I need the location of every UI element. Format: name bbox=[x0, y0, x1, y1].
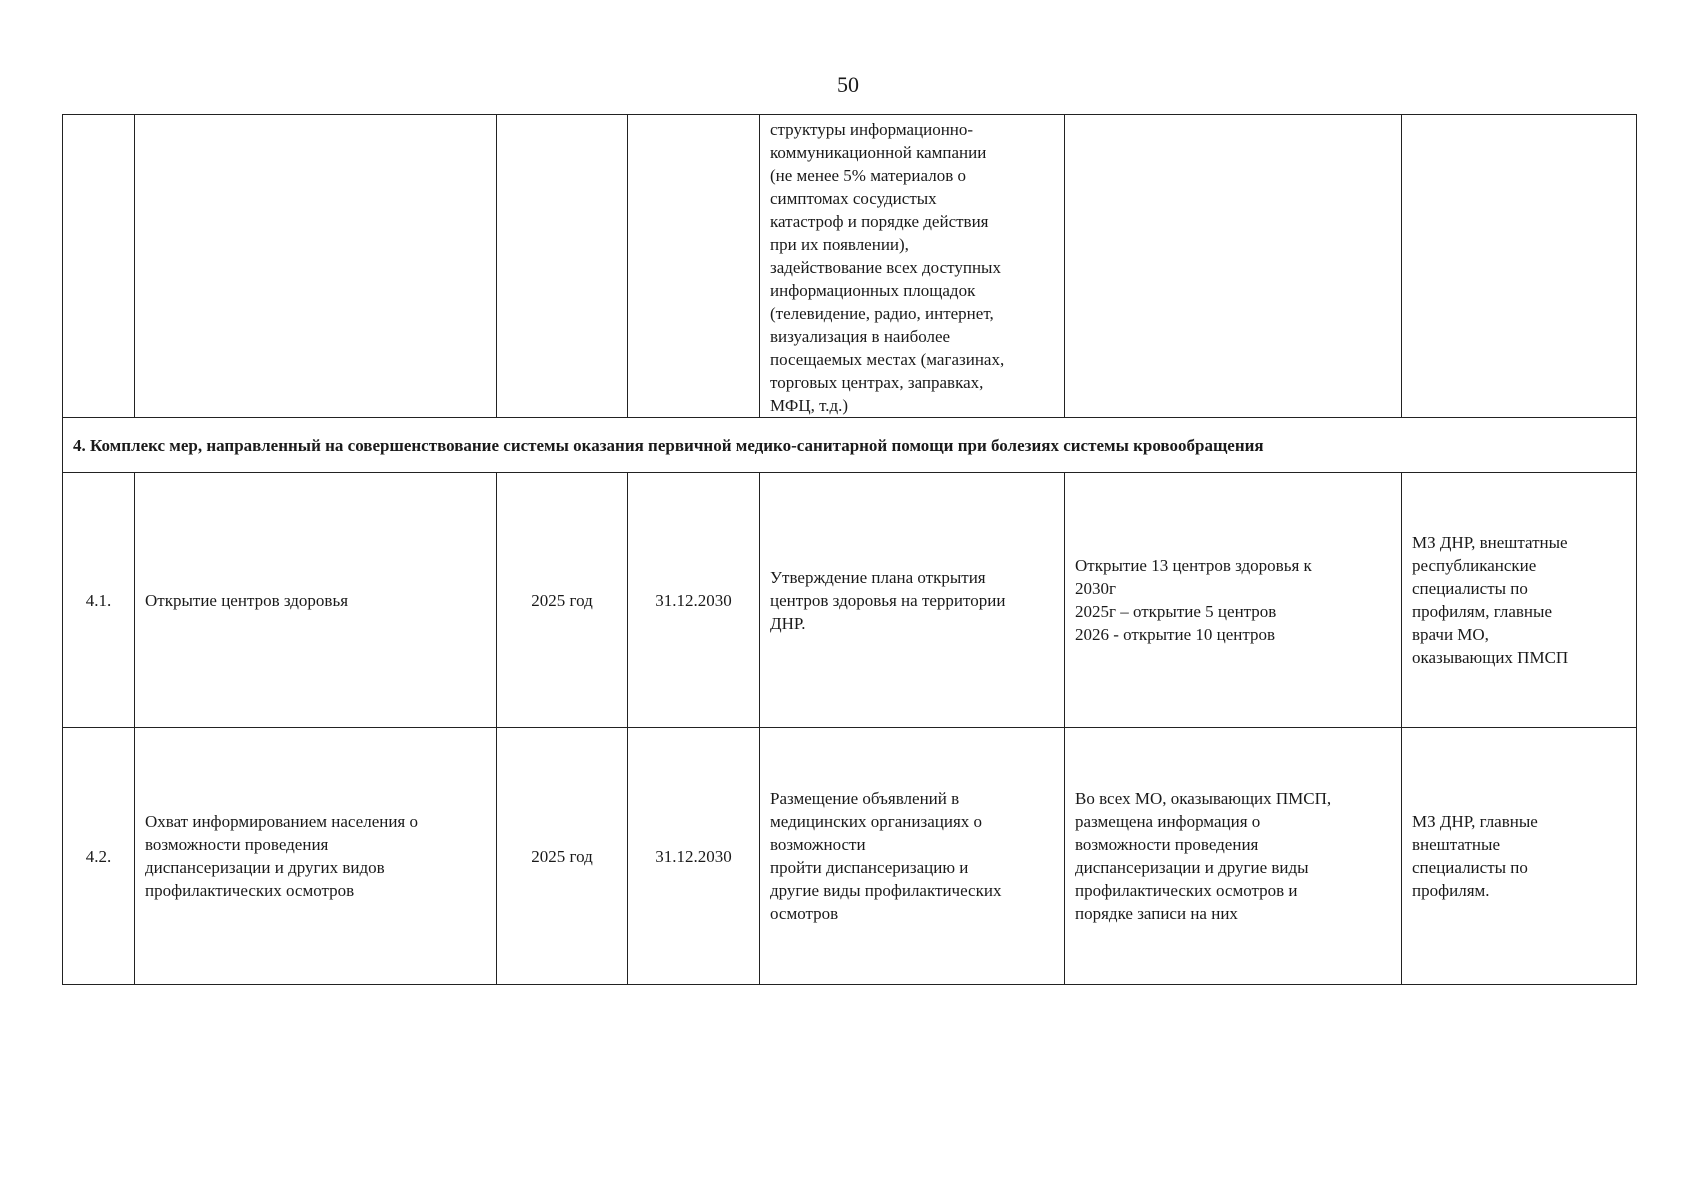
cell-empty bbox=[1402, 115, 1637, 418]
action-plan-table bbox=[62, 114, 1637, 985]
target-indicator: Открытие 13 центров здоровья к 2030г 2025г – открытие 5 центров 2026 - открытие 10 центров bbox=[1065, 473, 1402, 728]
continued-result-cell bbox=[760, 115, 1065, 418]
cell-empty bbox=[628, 115, 760, 418]
end-date: 31.12.2030 bbox=[628, 473, 760, 728]
page-number: 50 bbox=[837, 72, 859, 97]
table-row bbox=[63, 473, 1637, 728]
start-date: 2025 год bbox=[497, 473, 628, 728]
measure-name: Охват информированием населения о возможности проведения диспансеризации и других видов профилактических осмотров bbox=[135, 728, 497, 985]
start-date: 2025 год bbox=[497, 728, 628, 985]
table-row bbox=[63, 728, 1637, 985]
cell-empty bbox=[135, 115, 497, 418]
responsible-party: МЗ ДНР, внештатные республиканские специалисты по профилям, главные врачи МО, оказывающих ПМСП bbox=[1402, 473, 1637, 728]
cell-empty bbox=[497, 115, 628, 418]
responsible-party: МЗ ДНР, главные внештатные специалисты по профилям. bbox=[1402, 728, 1637, 985]
cell-empty bbox=[63, 115, 135, 418]
end-date: 31.12.2030 bbox=[628, 728, 760, 985]
section-title: 4. Комплекс мер, направленный на совершенствование системы оказания первичной медико-санитарной помощи при болезиях системы кровообращения bbox=[63, 418, 1637, 473]
cell-empty bbox=[1065, 115, 1402, 418]
row-number: 4.2. bbox=[63, 728, 135, 985]
continuation-row bbox=[63, 115, 1637, 418]
row-number: 4.1. bbox=[63, 473, 135, 728]
continued-result-text: структуры информационно- коммуникационной кампании (не менее 5% материалов о симптомах сосудистых катастроф и порядке действия при их появлении), задействование всех доступных информационных площадок (телевидение, радио, интернет, визуализация в наиболее посещаемых местах (магазинах, торговых центрах, заправках, МФЦ, т.д.) bbox=[770, 120, 1005, 415]
measure-name: Открытие центров здоровья bbox=[135, 473, 497, 728]
section-header-row bbox=[63, 418, 1637, 473]
expected-result: Размещение объявлений в медицинских организациях о возможности пройти диспансеризацию и другие виды профилактических осмотров bbox=[760, 728, 1065, 985]
expected-result: Утверждение плана открытия центров здоровья на территории ДНР. bbox=[760, 473, 1065, 728]
target-indicator: Во всех МО, оказывающих ПМСП, размещена информация о возможности проведения диспансеризации и другие виды профилактических осмотров и порядке записи на них bbox=[1065, 728, 1402, 985]
